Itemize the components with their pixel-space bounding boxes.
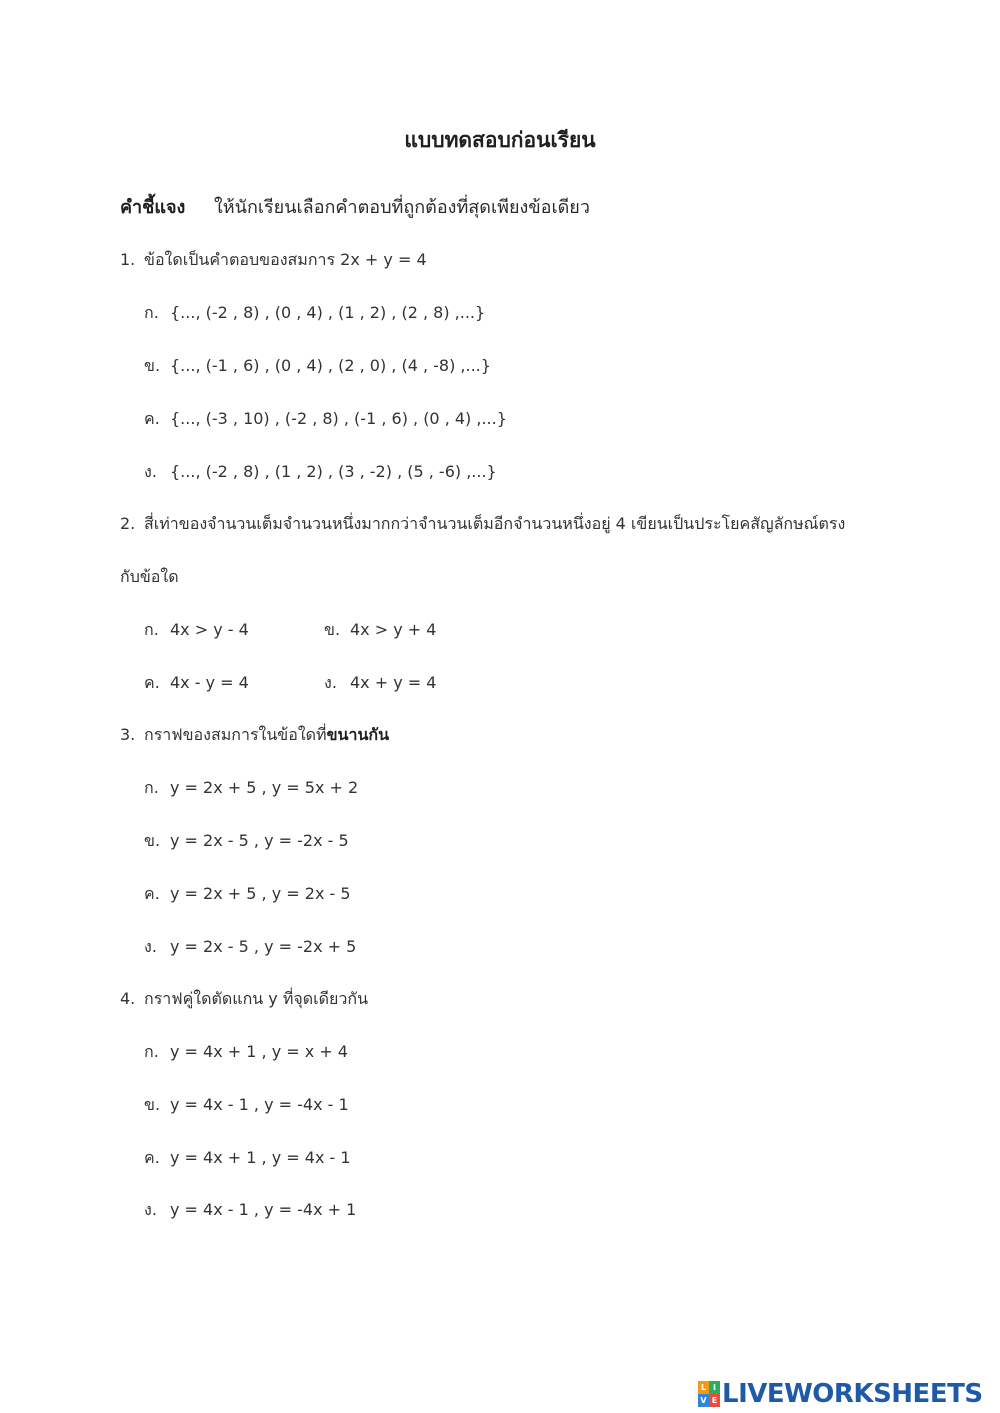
option-text: 4x > y + 4 [350,620,437,639]
logo-mark-letter: I [709,1381,720,1394]
q2-option-d[interactable] [324,671,436,695]
option-text: y = 2x - 5 , y = -2x - 5 [170,831,349,850]
q1-option-b[interactable] [144,354,491,378]
option-text: 4x - y = 4 [170,673,249,692]
q4-option-a[interactable] [144,1040,348,1064]
question-text: สี่เท่าของจำนวนเต็มจำนวนหนึ่งมากกว่าจำนวนเต็มอีกจำนวนหนึ่งอยู่ 4 เขียนเป็นประโยคสัญลักษณ์ตรง [144,514,846,533]
option-text: 4x > y - 4 [170,620,249,639]
q4-option-c[interactable] [144,1146,351,1170]
instruction-label: คำชี้แจง [120,197,186,218]
option-letter: ค. [144,884,160,903]
option-text: y = 4x + 1 , y = 4x - 1 [170,1148,351,1167]
question-text: ข้อใดเป็นคำตอบของสมการ 2x + y = 4 [144,250,427,269]
question-number: 2. [120,514,136,533]
instruction-text: ให้นักเรียนเลือกคำตอบที่ถูกต้องที่สุดเพียงข้อเดียว [214,197,590,218]
option-text: {..., (-2 , 8) , (1 , 2) , (3 , -2) , (5 , -6) ,...} [170,462,497,481]
option-text: y = 4x - 1 , y = -4x - 1 [170,1095,349,1114]
question-2 [120,512,845,536]
q1-option-d[interactable] [144,460,497,484]
logo-mark-letter: L [698,1381,709,1394]
question-2-continued: กับข้อใด [120,567,179,586]
question-3 [120,723,389,747]
option-text: {..., (-1 , 6) , (0 , 4) , (2 , 0) , (4 , -8) ,...} [170,356,491,375]
option-text: y = 4x - 1 , y = -4x + 1 [170,1200,357,1219]
option-letter: ง. [144,462,157,481]
option-letter: ก. [144,303,159,322]
option-text: 4x + y = 4 [350,673,437,692]
page-title: แบบทดสอบก่อนเรียน [404,128,596,152]
q2-option-c[interactable] [144,671,249,695]
q3-option-c[interactable] [144,882,351,906]
liveworksheets-logo [698,1378,983,1410]
q1-option-c[interactable] [144,407,507,431]
option-letter: ค. [144,673,160,692]
option-text: y = 2x + 5 , y = 5x + 2 [170,778,359,797]
option-letter: ค. [144,1148,160,1167]
option-letter: ง. [144,937,157,956]
q2-option-b[interactable] [324,618,436,642]
logo-text: LIVEWORKSHEETS [722,1379,983,1409]
question-4 [120,987,368,1011]
option-text: {..., (-3 , 10) , (-2 , 8) , (-1 , 6) , (0 , 4) ,...} [170,409,507,428]
option-letter: ข. [324,620,341,639]
option-text: y = 4x + 1 , y = x + 4 [170,1042,348,1061]
option-text: {..., (-2 , 8) , (0 , 4) , (1 , 2) , (2 , 8) ,...} [170,303,486,322]
option-letter: ข. [144,831,161,850]
option-letter: ก. [144,1042,159,1061]
logo-mark-letter: E [709,1394,720,1407]
option-letter: ข. [144,356,161,375]
option-letter: ก. [144,778,159,797]
instruction [120,192,590,221]
q4-option-b[interactable] [144,1093,349,1117]
q3-option-d[interactable] [144,935,356,959]
option-text: y = 2x + 5 , y = 2x - 5 [170,884,351,903]
question-text-bold: ขนานกัน [326,725,389,744]
option-letter: ง. [324,673,337,692]
option-text: y = 2x - 5 , y = -2x + 5 [170,937,357,956]
question-number: 1. [120,250,136,269]
q3-option-a[interactable] [144,776,358,800]
q3-option-b[interactable] [144,829,349,853]
question-1 [120,248,427,272]
q1-option-a[interactable] [144,301,485,325]
question-text: กราฟของสมการในข้อใดที่ [144,725,327,744]
question-text: กราฟคู่ใดตัดแกน y ที่จุดเดียวกัน [144,989,369,1008]
logo-mark-icon [698,1381,720,1407]
question-number: 4. [120,989,136,1008]
option-letter: ค. [144,409,160,428]
option-letter: ข. [144,1095,161,1114]
logo-mark-letter: V [698,1394,709,1407]
question-number: 3. [120,725,136,744]
q4-option-d[interactable] [144,1198,356,1222]
option-letter: ก. [144,620,159,639]
option-letter: ง. [144,1200,157,1219]
q2-option-a[interactable] [144,618,249,642]
